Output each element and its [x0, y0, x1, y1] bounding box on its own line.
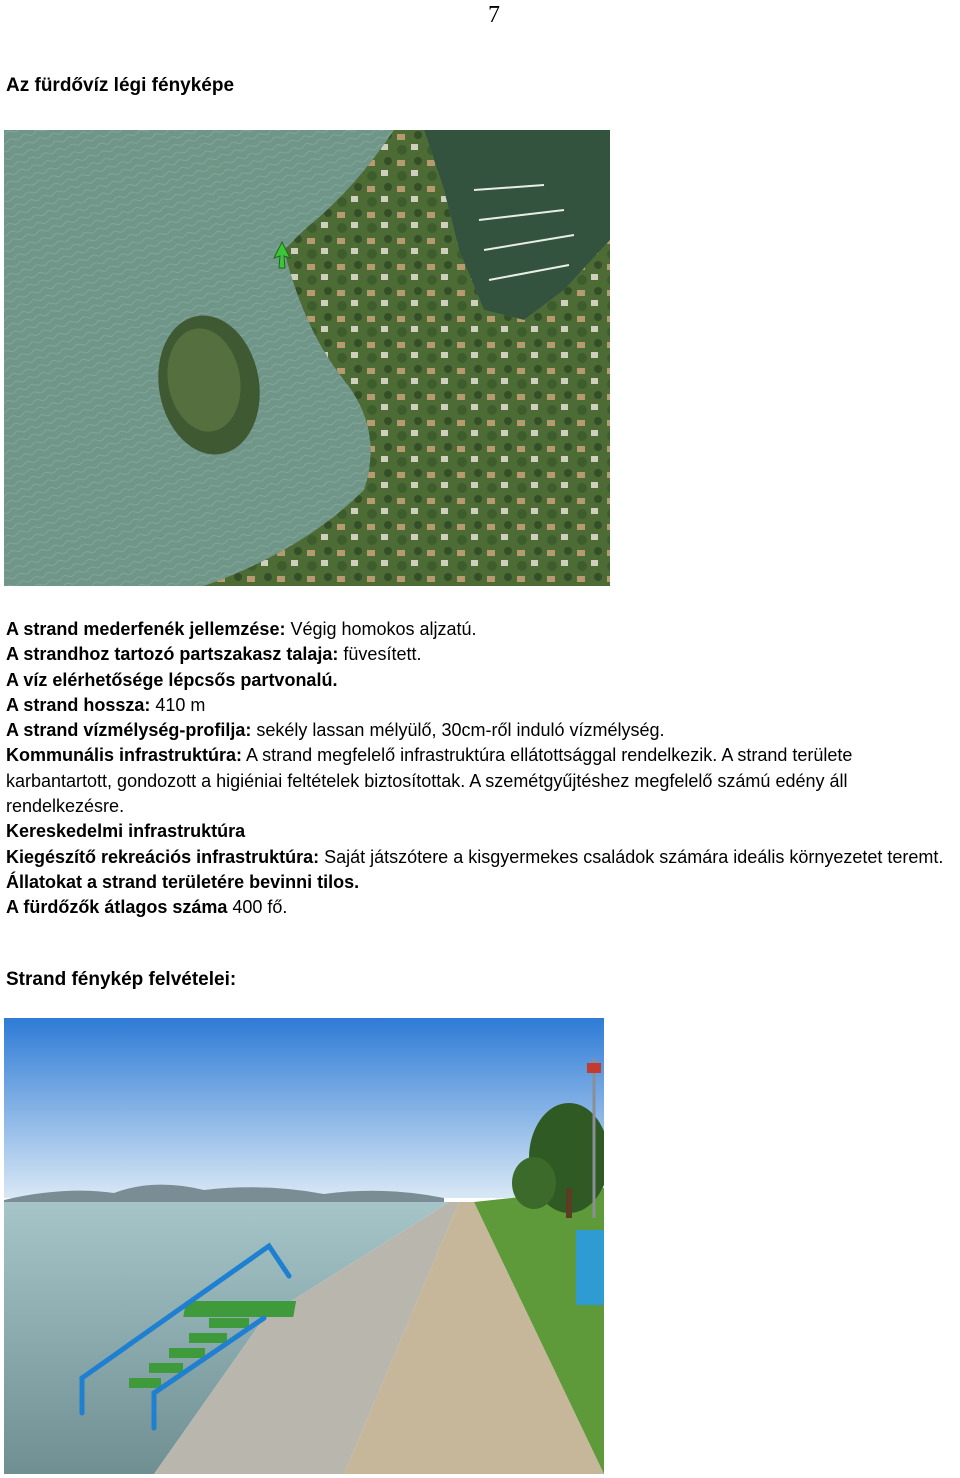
info-bottom-row: [6, 617, 956, 642]
beach-info: [6, 617, 956, 921]
info-communal-value: A strand megfelelő infrastruktúra ellátottsággal rendelkezik. A strand területe karbantartott, gondozott a higiéniai feltételek biztosítottak. A szemétgyűjtéshez megfelelő számú edény áll rendelkezésre.: [6, 745, 853, 817]
info-length-row: [6, 693, 956, 718]
info-access-row: [6, 668, 956, 693]
info-commercial-row: [6, 819, 956, 844]
info-commercial-label: Kereskedelmi infrastruktúra: [6, 821, 246, 842]
info-recreation-value: Saját játszótere a kisgyermekes családok számára ideális környezetet teremt.: [319, 846, 944, 867]
info-shore-label: A strandhoz tartozó partszakasz talaja:: [6, 644, 339, 665]
info-depth-value: sekély lassan mélyülő, 30cm-ről induló vízmélység.: [251, 720, 665, 741]
info-recreation-label: Kiegészítő rekreációs infrastruktúra:: [6, 846, 320, 867]
page-number: 7: [488, 2, 500, 28]
info-length-value: 410 m: [150, 694, 206, 715]
aerial-photo: [4, 130, 610, 586]
info-depth-row: [6, 718, 956, 743]
info-communal-row: [6, 743, 956, 819]
info-depth-label: A strand vízmélység-profilja:: [6, 720, 252, 741]
info-communal-label: Kommunális infrastruktúra:: [6, 745, 243, 766]
info-animals-row: [6, 870, 956, 895]
info-bathers-label: A fürdőzők átlagos száma: [6, 897, 228, 918]
beach-photo: [4, 1018, 604, 1474]
info-access-label: A víz elérhetősége lépcsős partvonalú.: [6, 669, 338, 690]
info-bottom-label: A strand mederfenék jellemzése:: [6, 619, 286, 639]
info-bathers-value: 400 fő.: [227, 897, 288, 918]
info-shore-value: füvesített.: [338, 644, 422, 665]
aerial-photo-heading: Az fürdővíz légi fényképe: [6, 75, 235, 96]
beach-photos-heading: Strand fénykép felvételei:: [6, 969, 237, 990]
info-shore-row: [6, 642, 956, 667]
info-bathers-row: [6, 895, 956, 920]
info-bottom-value: Végig homokos aljzatú.: [285, 619, 477, 639]
info-length-label: A strand hossza:: [6, 694, 151, 715]
info-recreation-row: [6, 845, 956, 870]
info-animals-label: Állatokat a strand területére bevinni tilos.: [6, 871, 360, 892]
